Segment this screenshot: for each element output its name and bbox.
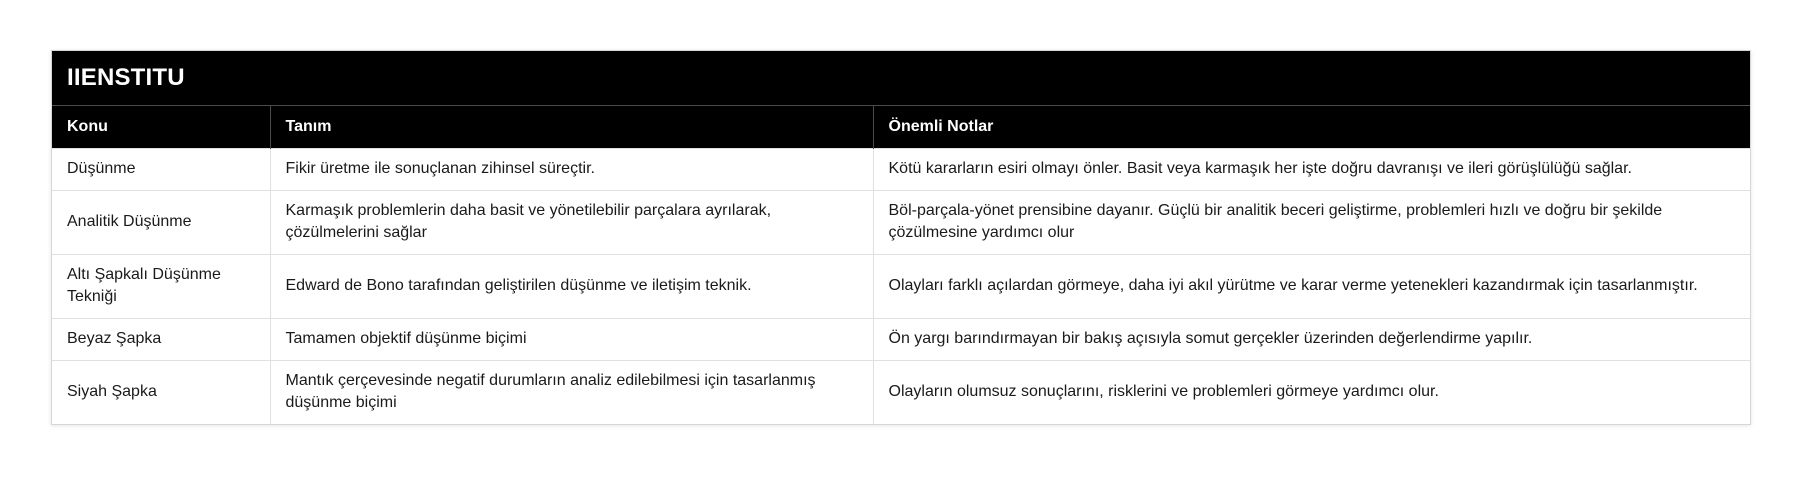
table-row — [52, 254, 1750, 318]
cell-tanim: Mantık çerçevesinde negatif durumların analiz edilebilmesi için tasarlanmış düşünme biçimi — [270, 360, 873, 424]
info-table-card — [51, 50, 1751, 425]
cell-notlar: Böl-parçala-yönet prensibine dayanır. Güçlü bir analitik beceri geliştirme, problemleri hızlı ve doğru bir şekilde çözülmesine yardımcı olur — [873, 190, 1750, 254]
table-row — [52, 148, 1750, 190]
cell-tanim: Edward de Bono tarafından geliştirilen düşünme ve iletişim teknik. — [270, 254, 873, 318]
cell-notlar: Olayların olumsuz sonuçlarını, risklerini ve problemleri görmeye yardımcı olur. — [873, 360, 1750, 424]
cell-konu: Düşünme — [52, 148, 270, 190]
info-table — [52, 106, 1750, 424]
table-row — [52, 190, 1750, 254]
cell-konu: Altı Şapkalı Düşünme Tekniği — [52, 254, 270, 318]
cell-tanim: Tamamen objektif düşünme biçimi — [270, 318, 873, 360]
header-konu: Konu — [52, 106, 270, 148]
table-row — [52, 360, 1750, 424]
cell-notlar: Olayları farklı açılardan görmeye, daha iyi akıl yürütme ve karar verme yetenekleri kazandırmak için tasarlanmıştır. — [873, 254, 1750, 318]
cell-tanim: Fikir üretme ile sonuçlanan zihinsel süreçtir. — [270, 148, 873, 190]
table-header-row — [52, 106, 1750, 148]
cell-konu: Analitik Düşünme — [52, 190, 270, 254]
header-notlar: Önemli Notlar — [888, 117, 994, 135]
cell-tanim: Karmaşık problemlerin daha basit ve yönetilebilir parçalara ayrılarak, çözülmelerini sağlar — [270, 190, 873, 254]
table-brand-title: IIENSTITU — [52, 51, 1750, 106]
cell-konu: Beyaz Şapka — [52, 318, 270, 360]
header-tanim: Tanım — [270, 106, 873, 148]
cell-notlar: Kötü kararların esiri olmayı önler. Basit veya karmaşık her işte doğru davranışı ve ileri görüşlülüğü sağlar. — [873, 148, 1750, 190]
cell-konu: Siyah Şapka — [52, 360, 270, 424]
table-row — [52, 318, 1750, 360]
cell-notlar: Ön yargı barındırmayan bir bakış açısıyla somut gerçekler üzerinden değerlendirme yapılır. — [873, 318, 1750, 360]
